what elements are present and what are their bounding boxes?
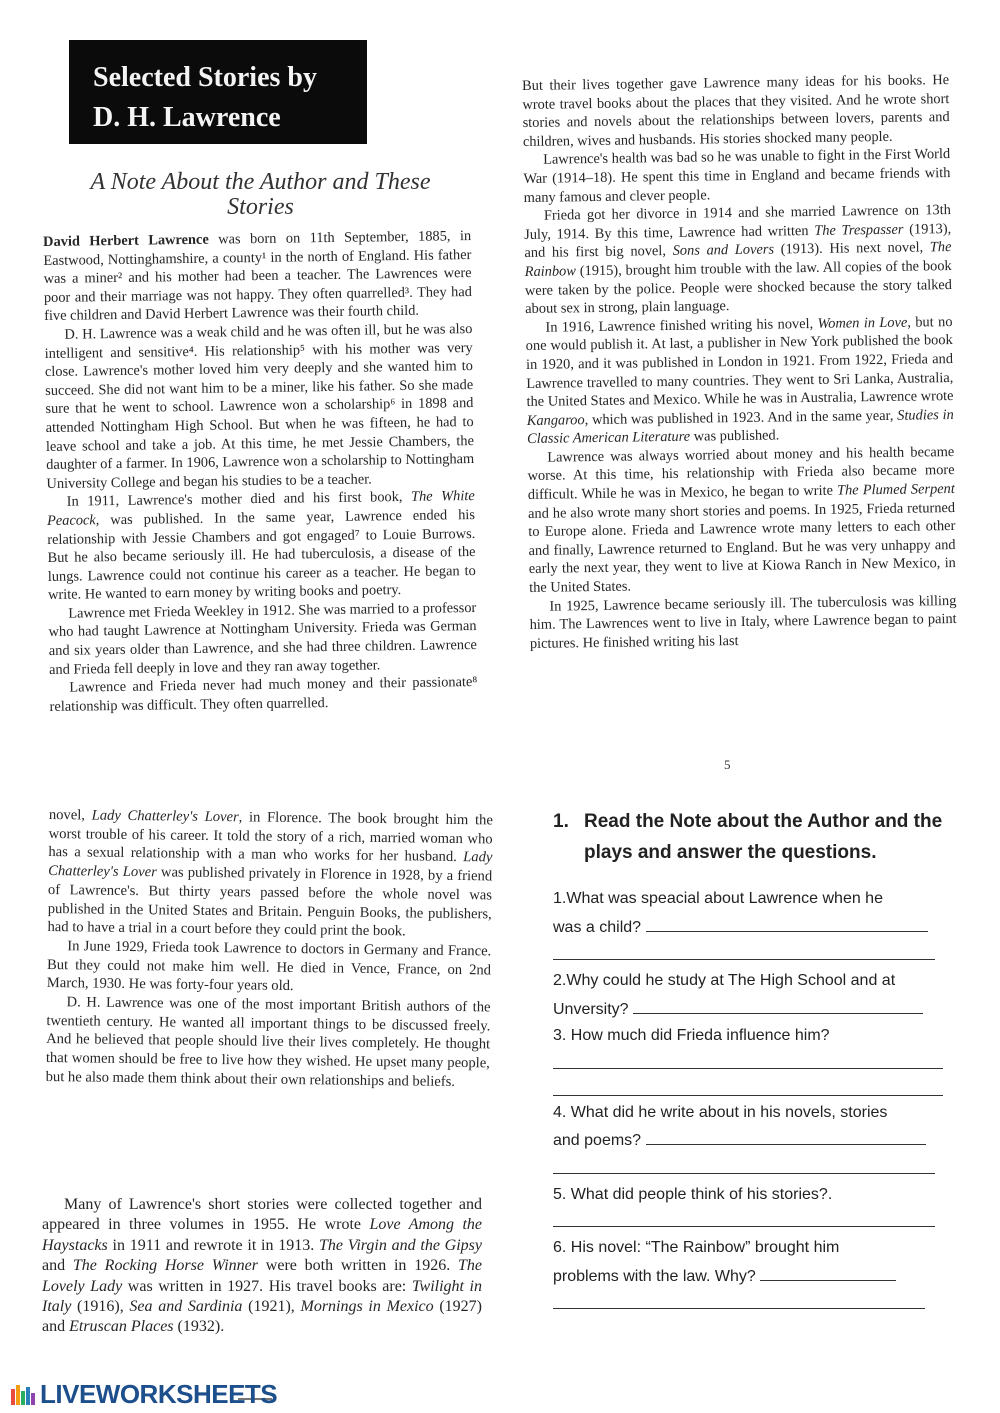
book-title-box (69, 40, 367, 144)
paragraph: Lawrence and Frieda never had much money and their passionate⁸ relationship was difficult. They often quarrelled. (49, 674, 478, 715)
paragraph: Lawrence's health was bad so he was unable to fight in the First World War (1914–18). He spent this time in England and became friends with many famous and clever people. (523, 146, 951, 206)
worksheet-questions (553, 806, 948, 1317)
paragraph: David Herbert Lawrence was born on 11th September, 1885, in Eastwood, Nottinghamshire, a county¹ in the north of England. His father was a miner² and his mother had been a teacher. The Lawrences were poor and their marriage was not happy. They often quarrelled³. They had five children and David Herbert Lawrence was their fourth child. (43, 228, 472, 325)
answer-5-line[interactable] (553, 1208, 935, 1227)
question-4: 4. What did he write about in his novels, stories and poems? (553, 1100, 948, 1155)
paragraph: D. H. Lawrence was a weak child and he was often ill, but he was also intelligent and sensitive⁴. His relationship⁵ with his mother was very close. Lawrence's mother loved him very deeply and she wanted him to succeed. She did not want him to be a miner, like his father. So she made sure that he went to school. Lawrence won a scholarship⁶ in 1898 and attended Nottingham High School. But when he was fifteen, he had to leave school and take a job. At this time, he met Jessie Chambers, the daughter of a farmer. In 1906, Lawrence won a scholarship to Nottingham University College and began his studies to be a teacher. (44, 320, 475, 492)
question-3: 3. How much did Frieda influence him? (553, 1027, 830, 1044)
paragraph: D. H. Lawrence was one of the most important British authors of the twentieth century. He wanted all important things to be discussed freely. And he believed that people should live their lives completely. He thought that women should be free to live how they wished. He upset many people, but he also made them think about their own relationships and beliefs. (45, 994, 491, 1090)
left-column-text (43, 227, 478, 716)
right-column-text (522, 71, 957, 653)
works-text (42, 1195, 482, 1338)
liveworksheets-logo-icon (10, 1381, 40, 1407)
answer-1-blank[interactable] (646, 913, 928, 932)
worksheet-heading (553, 806, 948, 868)
note-heading-line1: A Note About the Author and These (90, 169, 431, 195)
paragraph: In 1925, Lawrence became seriously ill. The tuberculosis was killing him. The Lawrences went to live in Italy, where Lawrence began to paint pictures. He finished writing his last (529, 592, 957, 652)
answer-1-line-2[interactable] (553, 941, 935, 960)
paragraph: Frieda got her divorce in 1914 and she married Lawrence on 13th July, 1914. By this time, Lawrence had written The Trespasser (1913), and his first big novel, Sons and Lovers (1913). His next novel, The Rainbow (1915), brought him trouble with the law. All copies of the book were taken by the police. People were shocked because the story talked about sex in strong, plain language. (524, 202, 953, 318)
note-heading (48, 170, 473, 220)
liveworksheets-logo (10, 1380, 277, 1408)
question-2: 2.Why could he study at The High School and at Unversity? (553, 968, 948, 1023)
answer-6-line-2[interactable] (553, 1290, 925, 1309)
answer-6-blank[interactable] (760, 1262, 896, 1281)
answer-3-line-2[interactable] (553, 1077, 943, 1096)
answer-2-blank[interactable] (633, 995, 923, 1014)
continued-text (46, 806, 493, 1092)
logo-text: LIVEWORKSHEETS (40, 1378, 278, 1409)
paragraph: In 1916, Lawrence finished writing his novel, Women in Love, but no one would publish it. At last, a publisher in New York published the book in 1920, and it was published in London in 1921. From 1922, Frieda and Lawrence travelled to many countries. They went to Sri Lanka, Australia, the United States and Mexico. While he was in Australia, Lawrence wrote Kangaroo, which was published in 1923. And in the same year, Studies in Classic American Literature was published. (525, 313, 954, 448)
paragraph: But their lives together gave Lawrence many ideas for his books. He wrote travel books about the places that they visited. And he wrote short stories and novels about the relationships between lovers, parents and children, wives and husbands. His stories shocked many people. (522, 72, 950, 150)
paragraph: In 1911, Lawrence's mother died and his first book, The White Peacock, was published. In the same year, Lawrence ended his relationship with Jessie Chambers and got engaged⁷ to Louie Burrows. But he also became seriously ill. He had tuberculosis, a disease of the lungs. Lawrence could not continue his career as a teacher. He began to write. He wanted to earn money by writing books and poetry. (46, 488, 476, 604)
paragraph: Many of Lawrence's short stories were collected together and appeared in three volumes in 1955. He wrote Love Among the Haystacks in 1911 and rewrote it in 1913. The Virgin and the Gipsy and The Rocking Horse Winner were both written in 1926. The Lovely Lady was written in 1927. His travel books are: Twilight in Italy (1916), Sea and Sardinia (1921), Mornings in Mexico (1927) and Etruscan Places (1932). (42, 1196, 483, 1336)
question-5: 5. What did people think of his stories?. (553, 1185, 833, 1203)
heading-text: Read the Note about the Author and the plays and answer the questions. (584, 811, 943, 863)
paragraph: Lawrence met Frieda Weekley in 1912. She was married to a professor who had taught Lawrence at Nottingham University. Frieda was German and six years older than Lawrence, and she had three children. Lawrence and Frieda fell deeply in love and they ran away together. (48, 599, 477, 678)
book-title-line2: D. H. Lawrence (93, 102, 281, 133)
book-title-line1: Selected Stories by (93, 62, 317, 93)
paragraph: In June 1929, Frieda took Lawrence to doctors in Germany and France. But they could not make him well. He died in Vence, France, on 2nd March, 1930. He was forty-four years old. (46, 938, 492, 995)
paragraph: Lawrence was always worried about money and his health became worse. At this time, his relationship with Frieda also became more difficult. While he was in Mexico, he began to write The Plumed Serpent and he also wrote many short stories and poems. In 1925, Frieda returned to Europe alone. Frieda and Lawrence wrote many letters to each other and finally, Lawrence returned to England. But he was very unhappy and early the next year, they went to live at Kiowa Ranch in New Mexico, in the United States. (527, 443, 956, 596)
page-number: 5 (724, 757, 731, 772)
answer-3-line-1[interactable] (553, 1050, 943, 1069)
question-6: 6. His novel: “The Rainbow” brought him problems with the law. Why? (553, 1235, 948, 1290)
paragraph: novel, Lady Chatterley's Lover, in Florence. The book brought him the worst trouble of his career. It told the story of a rich, married woman who has a sexual relationship with a man who works for her husband. Lady Chatterley's Lover was published privately in Florence in 1928, by a friend of Lawrence's. But thirty years passed before the whole novel was published in the United States and Britain. Penguin Books, the publishers, had to have a trial in a court before they could print the book. (47, 806, 493, 940)
heading-number: 1. (553, 811, 569, 832)
answer-4-line-2[interactable] (553, 1155, 935, 1174)
question-1: 1.What was speacial about Lawrence when he was a child? (553, 886, 948, 941)
note-heading-line2: Stories (227, 194, 294, 220)
answer-4-blank[interactable] (646, 1126, 926, 1145)
